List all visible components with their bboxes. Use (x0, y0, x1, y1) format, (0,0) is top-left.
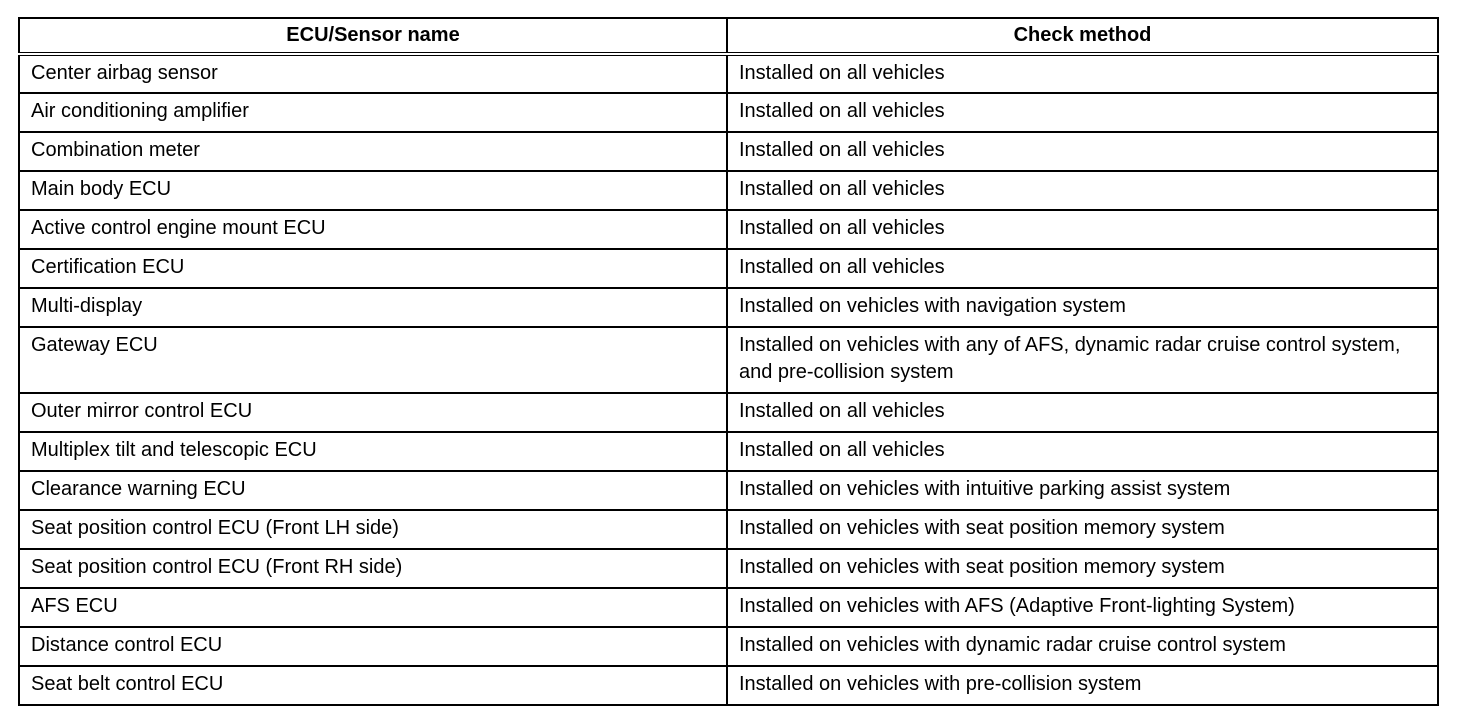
ecu-name-cell: Gateway ECU (19, 327, 727, 393)
table-row (19, 588, 1438, 627)
ecu-name-cell: Seat belt control ECU (19, 666, 727, 705)
ecu-name-cell: Certification ECU (19, 249, 727, 288)
table-row (19, 510, 1438, 549)
table-header (19, 18, 1438, 54)
ecu-name-cell: Clearance warning ECU (19, 471, 727, 510)
ecu-name-cell: Center airbag sensor (19, 54, 727, 93)
ecu-check-table-container (18, 17, 1437, 706)
ecu-name-cell: AFS ECU (19, 588, 727, 627)
ecu-name-cell: Outer mirror control ECU (19, 393, 727, 432)
check-method-cell: Installed on vehicles with navigation system (727, 288, 1438, 327)
ecu-name-cell: Active control engine mount ECU (19, 210, 727, 249)
table-row (19, 432, 1438, 471)
check-method-cell: Installed on all vehicles (727, 54, 1438, 93)
check-method-cell: Installed on all vehicles (727, 432, 1438, 471)
table-row (19, 549, 1438, 588)
check-method-cell: Installed on all vehicles (727, 210, 1438, 249)
ecu-name-cell: Seat position control ECU (Front LH side) (19, 510, 727, 549)
table-row (19, 54, 1438, 93)
header-ecu-sensor-name: ECU/Sensor name (19, 18, 727, 54)
table-body (19, 54, 1438, 705)
ecu-name-cell: Multiplex tilt and telescopic ECU (19, 432, 727, 471)
check-method-cell: Installed on vehicles with pre-collision system (727, 666, 1438, 705)
check-method-cell: Installed on all vehicles (727, 249, 1438, 288)
header-row (19, 18, 1438, 54)
table-row (19, 627, 1438, 666)
check-method-cell: Installed on vehicles with dynamic radar cruise control system (727, 627, 1438, 666)
ecu-name-cell: Main body ECU (19, 171, 727, 210)
check-method-cell: Installed on vehicles with seat position memory system (727, 510, 1438, 549)
check-method-cell: Installed on all vehicles (727, 393, 1438, 432)
ecu-name-cell: Air conditioning amplifier (19, 93, 727, 132)
table-row (19, 210, 1438, 249)
table-row (19, 132, 1438, 171)
table-row (19, 288, 1438, 327)
table-row (19, 666, 1438, 705)
ecu-name-cell: Multi-display (19, 288, 727, 327)
check-method-cell: Installed on vehicles with seat position memory system (727, 549, 1438, 588)
check-method-cell: Installed on all vehicles (727, 93, 1438, 132)
check-method-cell: Installed on vehicles with any of AFS, dynamic radar cruise control system, and pre-collision system (727, 327, 1438, 393)
check-method-cell: Installed on all vehicles (727, 171, 1438, 210)
table-row (19, 393, 1438, 432)
ecu-name-cell: Distance control ECU (19, 627, 727, 666)
check-method-cell: Installed on vehicles with intuitive parking assist system (727, 471, 1438, 510)
check-method-cell: Installed on all vehicles (727, 132, 1438, 171)
check-method-cell: Installed on vehicles with AFS (Adaptive Front-lighting System) (727, 588, 1438, 627)
table-row (19, 471, 1438, 510)
table-row (19, 93, 1438, 132)
table-row (19, 249, 1438, 288)
table-row (19, 171, 1438, 210)
header-check-method: Check method (727, 18, 1438, 54)
ecu-name-cell: Seat position control ECU (Front RH side) (19, 549, 727, 588)
ecu-check-table (18, 17, 1439, 706)
ecu-name-cell: Combination meter (19, 132, 727, 171)
table-row (19, 327, 1438, 393)
